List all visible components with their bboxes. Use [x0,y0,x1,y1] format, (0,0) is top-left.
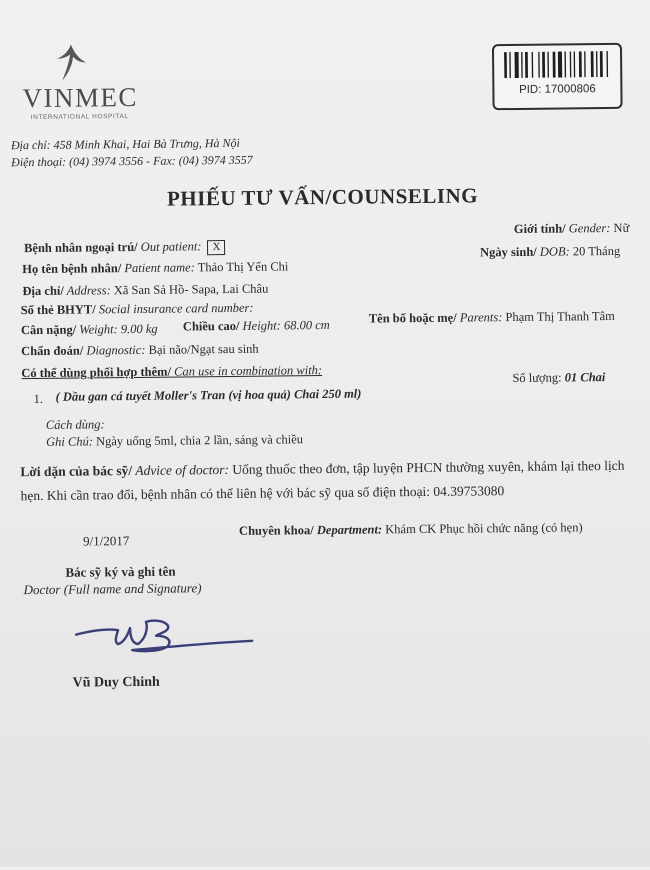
patient-address-label-en: Address: [63,283,111,298]
item-quantity [512,370,605,386]
diagnosis-field [21,342,259,359]
diagnosis-value: Bại não/Ngạt sau sinh [145,341,259,357]
barcode-label [492,43,623,110]
advice-text-1: Uống thuốc theo đơn, tập luyện PHCN thường xuyên, khám lại theo lịch [228,457,625,478]
vinmec-bird-logo-icon [54,42,88,86]
item-quantity-label: Số lượng: [512,370,562,386]
insurance-label: Số thẻ BHYT/ [20,302,96,318]
doctor-signature [72,613,262,659]
item-note [46,432,303,450]
patient-name-field [22,259,288,277]
doctor-advice-line-2: hẹn. Khi cần trao đổi, bệnh nhân có thể liên hệ với bác sỹ qua số điện thoại: 04.39753080 [20,483,505,504]
department-label: Chuyên khoa/ [238,523,314,538]
height-field [183,318,330,335]
barcode-bar [570,51,572,77]
gender-label-en: Gender: [565,221,611,236]
patient-name-value: Thảo Thị Yến Chi [194,259,289,275]
pid-number: PID: 17000806 [518,83,596,96]
barcode-bar [538,52,540,78]
advice-label-en: Advice of doctor: [132,462,230,479]
barcode-bar [515,52,519,78]
parents-label-en: Parents: [456,310,503,325]
department-label-en: Department: [313,522,383,538]
height-label: Chiều cao/ [182,318,240,334]
weight-label: Cân nặng/ [20,322,77,338]
logo-wordmark: VINMEC [22,81,139,114]
weight-label-en: Weight: [76,322,118,337]
barcode-icon [504,51,610,78]
doctor-advice-line-1 [20,458,624,480]
parents-label: Tên bố hoặc mẹ/ [368,310,457,326]
item-note-value: Ngày uống 5ml, chia 2 lần, sáng và chiều [92,432,304,449]
insurance-label-en: Social insurance card number: [95,300,254,317]
hospital-phone: Điện thoại: (04) 3974 3556 - Fax: (04) 3974 3557 [11,152,253,170]
doctor-sign-label: Bác sỹ ký và ghi tên [65,563,176,580]
barcode-bar [579,51,582,77]
gender-field [514,221,630,237]
parents-value: Phạm Thị Thanh Tâm [502,308,615,325]
height-label-en: Height: [239,318,281,333]
dob-value: 20 Tháng [569,243,621,259]
outpatient-label: Bệnh nhân ngoại trú/ [23,239,138,256]
dob-label: Ngày sinh/ [480,244,537,260]
barcode-bar [553,52,556,78]
dob-label-en: DOB: [536,244,570,259]
advice-label: Lời dặn của bác sỹ/ [20,463,133,480]
department-value: Khám CK Phục hồi chức năng (có hẹn) [382,520,583,537]
parents-field [369,309,615,327]
barcode-bar [584,51,586,77]
barcode-bar [532,52,534,78]
hospital-address: Địa chỉ: 458 Minh Khai, Hai Bà Trưng, Hà Nội [10,135,240,153]
barcode-bar [606,51,608,77]
combination-heading-en: Can use in combination with: [170,363,323,379]
item-number: 1. [33,391,44,407]
item-name: ( Dầu gan cá tuyết Moller's Tran (vị hoa quả) Chai 250 ml) [55,386,362,404]
outpatient-checkbox: X [207,240,225,255]
patient-name-label: Họ tên bệnh nhân/ [22,261,122,277]
weight-value: 9.00 kg [117,321,158,337]
barcode-bar [542,52,545,78]
doctor-sign-label-en: Doctor (Full name and Signature) [23,580,202,598]
item-note-label: Ghi Chú: [45,434,94,449]
gender-value: Nữ [610,220,630,235]
barcode-bar [596,51,598,77]
barcode-bar [564,51,566,77]
gender-label: Giới tính/ [513,221,566,237]
patient-address-value: Xã San Sả Hồ- Sapa, Lai Châu [110,281,269,298]
barcode-bar [558,51,562,77]
outpatient-label-en: Out patient: [137,239,202,254]
barcode-bar [547,52,549,78]
insurance-field [21,301,254,318]
patient-address-label: Địa chỉ/ [22,283,64,299]
form-date: 9/1/2017 [83,533,130,549]
weight-field [21,322,158,338]
outpatient-field [24,239,226,257]
diagnosis-label: Chẩn đoán/ [21,343,84,359]
combination-heading-vi: Có thể dùng phối hợp thêm/ [21,364,172,381]
barcode-bar [591,51,594,77]
barcode-bar [600,51,603,77]
barcode-bar [504,52,507,78]
item-quantity-value: 01 Chai [561,370,606,385]
item-usage-label: Cách dùng: [45,417,105,432]
form-title: PHIẾU TƯ VẤN/COUNSELING [166,183,479,211]
barcode-bar [574,51,576,77]
barcode-bar [509,52,511,78]
diagnosis-label-en: Diagnostic: [83,342,146,358]
combination-heading [21,363,322,381]
logo-subtitle: INTERNATIONAL HOSPITAL [30,113,129,122]
dob-field [480,244,620,260]
height-value: 68.00 cm [280,317,330,333]
doctor-name: Vũ Duy Chinh [72,674,160,691]
barcode-bar [525,52,528,78]
patient-name-label-en: Patient name: [121,260,195,276]
patient-address-field [22,282,268,300]
department-field [239,520,583,539]
barcode-bar [521,52,523,78]
